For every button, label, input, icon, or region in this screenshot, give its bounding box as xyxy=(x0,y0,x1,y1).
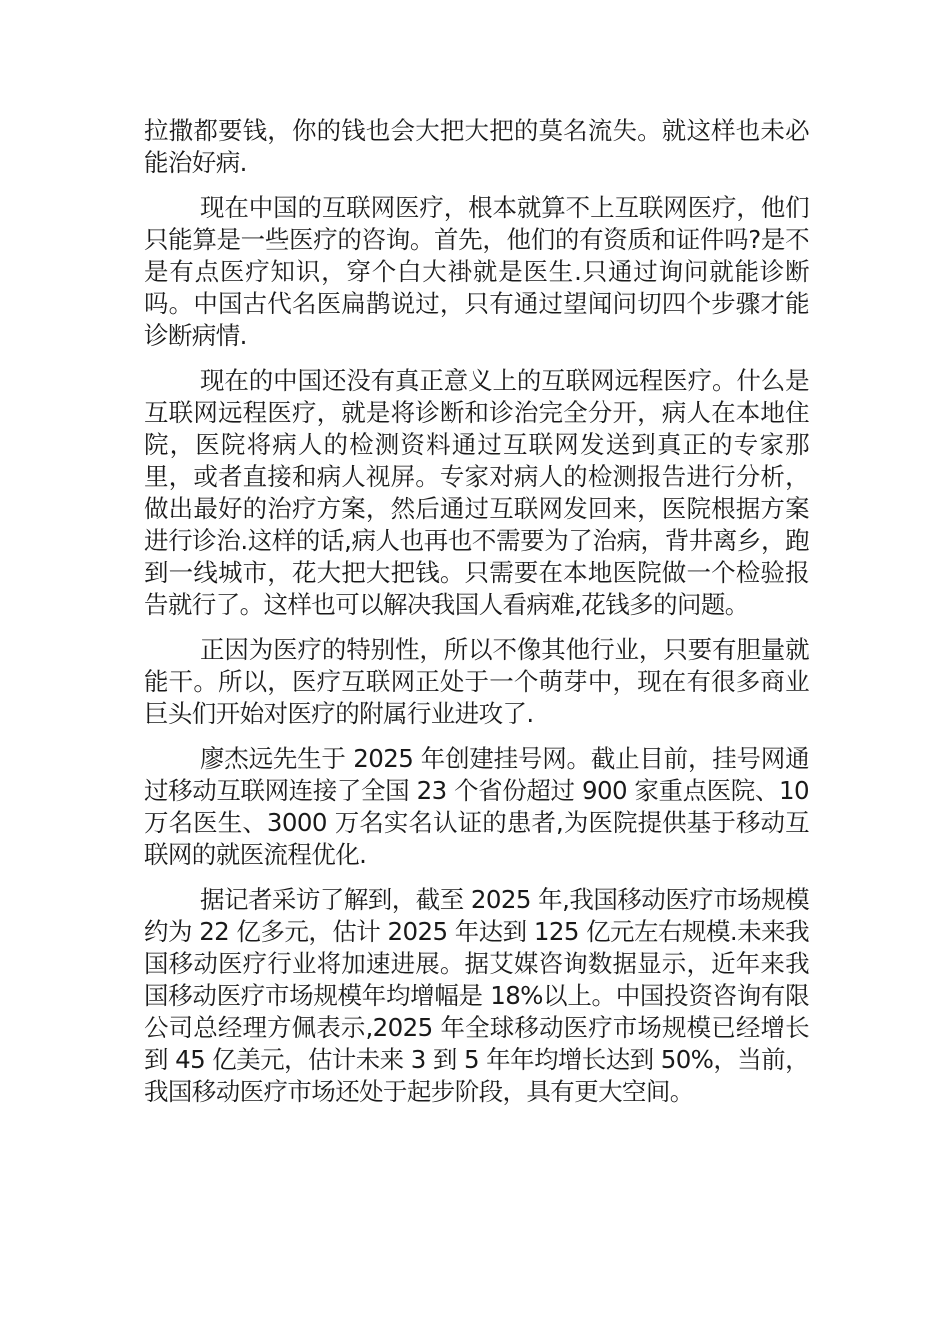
document-body xyxy=(144,115,809,1121)
guahao-link[interactable]: 挂号网 xyxy=(493,744,567,773)
paragraph-guahao-after: 。截止目前，挂号网通过移动互联网连接了全国 23 个省份超过 900 家重点医院、10 万名医生、3000 万名实名认证的患者,为医院提供基于移动互联网的就医流程优化. xyxy=(144,744,809,869)
paragraph-internet-medical-consulting: 现在中国的互联网医疗，根本就算不上互联网医疗，他们只能算是一些医疗的咨询。首先，他们的有资质和证件吗?是不是有点医疗知识，穿个白大褂就是医生.只通过询问就能诊断吗。中国古代名医扁鹊说过，只有通过望闻问切四个步骤才能诊断病情. xyxy=(144,193,809,350)
paragraph-continuation: 拉撒都要钱，你的钱也会大把大把的莫名流失。就这样也未必能治好病. xyxy=(144,116,809,177)
paragraph-guahao-before: 廖杰远先生于 2025 年创建 xyxy=(200,744,494,773)
paragraph-remote-medical: 现在的中国还没有真正意义上的互联网远程医疗。什么是互联网远程医疗，就是将诊断和诊治完全分开，病人在本地住院，医院将病人的检测资料通过互联网发送到真正的专家那里，或者直接和病人视屏。专家对病人的检测报告进行分析，做出最好的治疗方案，然后通过互联网发回来，医院根据方案进行诊治.这样的话,病人也再也不需要为了治病，背井离乡，跑到一线城市，花大把大把钱。只需要在本地医院做一个检验报告就行了。这样也可以解决我国人看病难,花钱多的问题。 xyxy=(144,366,809,619)
paragraph-guahao-founding xyxy=(144,743,809,871)
paragraph-medical-particularity: 正因为医疗的特别性，所以不像其他行业，只要有胆量就能干。所以，医疗互联网正处于一个萌芽中，现在有很多商业巨头们开始对医疗的附属行业进攻了. xyxy=(144,635,809,728)
paragraph-market-size: 据记者采访了解到，截至 2025 年,我国移动医疗市场规模约为 22 亿多元，估计 2025 年达到 125 亿元左右规模.未来我国移动医疗行业将加速进展。据艾媒咨询数据显示，近年来我国移动医疗市场规模年均增幅是 18%以上。中国投资咨询有限公司总经理方佩表示,2025 年全球移动医疗市场规模已经增长到 45 亿美元，估计未来 3 到 5 年年均增长达到 50%，当前，我国移动医疗市场还处于起步阶段，具有更大空间。 xyxy=(144,885,809,1106)
